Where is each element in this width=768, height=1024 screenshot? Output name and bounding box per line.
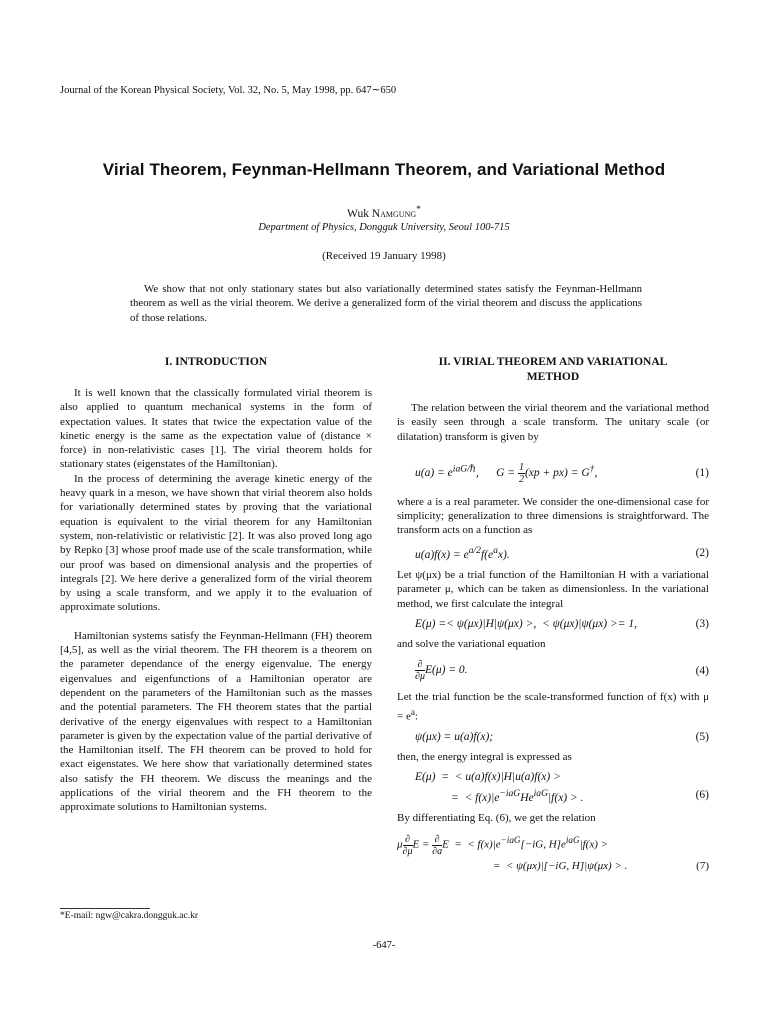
virial-paragraph-2: where a is a real parameter. We consider the one-dimensional case for simplicity; generalization to three dimensions is straightforward. The transform acts on a function as — [397, 495, 709, 537]
eq1-part-c: (xp + px) = G — [524, 467, 590, 480]
abstract: We show that not only stationary states but also variationally determined states satisfy the Feynman-Hellmann theorem as well as the virial theorem. We derive a generalized form of the virial theorem and discuss the applications of those relations. — [130, 283, 642, 324]
eq6-line2-sup2: iaG — [533, 787, 549, 799]
eq6-line2-c: |f(x) > . — [548, 791, 584, 804]
affiliation: Department of Physics, Dongguk University, Seoul 100-715 — [258, 222, 510, 233]
p5-end: : — [414, 710, 418, 723]
eq1-part-d: , — [594, 467, 598, 480]
p5-text: Let the trial function be the scale-transformed function of f(x) with μ = e — [397, 691, 709, 723]
eq1-part-b: , G = — [475, 467, 518, 480]
footnote-email: *E-mail: ngw@cakra.dongguk.ac.kr — [60, 911, 199, 921]
author-last-name: Namgung — [371, 207, 417, 220]
intro-paragraph-3: Hamiltonian systems satisfy the Feynman-Hellmann (FH) theorem [4,5], as well as the virial theorem. The FH theorem is a theorem on the parameter dependance of the energy eigenvalue. The energy eigenvalues and eigenfunctions of a Hamiltonian operator are dependent on the parameters of the Hamiltonian such as the masses and the potential parameters. The FH theorem states that the partial derivative of the energy eigenvalues with respect to a Hamiltonian parameter is given by the expectation value of the partial derivative of the Hamiltonian itself. The FH theorem can be proved to hold for exact eigenstates. We here show that variationally determined states also satisfy the FH theorem. We discuss the meanings and the applications of the virial theorem and the FH theorem to the approximate solutions to Hamiltonian systems. — [60, 629, 372, 814]
virial-paragraph-4: and solve the variational equation — [397, 638, 546, 651]
virial-paragraph-3: Let ψ(μx) be a trial function of the Hamiltonian H with a variational parameter μ, which can be taken as dimensionless. In the variational method, we first calculate the integral — [397, 568, 709, 610]
intro-paragraph-1: It is well known that the classically formulated virial theorem is also applied to quantum mechanical systems in the form of expectation values. It states that twice the expectation value of the kinetic energy is the same as the expectation value of (distance × force) in non-relativistic cases [1]. The virial theorem holds for stationary states (eigenstates of the Hamiltonian). — [60, 387, 372, 471]
equation-4 — [397, 659, 709, 682]
paper-title: Virial Theorem, Feynman-Hellmann Theorem, and Variational Method — [102, 160, 666, 179]
equation-7-line-1 — [397, 833, 709, 857]
eq1-sup-c: † — [589, 463, 595, 475]
equation-number-5: (5) — [695, 730, 709, 743]
equation-6-line-2 — [397, 787, 709, 805]
eq2-sup-a: a/2 — [468, 544, 481, 556]
author-line — [0, 204, 768, 220]
section-heading-introduction: I. INTRODUCTION — [164, 356, 268, 368]
equation-number-1: (1) — [695, 467, 709, 480]
equation-number-3: (3) — [695, 617, 709, 630]
eq7-line1-sup1: −iaG — [500, 834, 521, 845]
eq6-line2-sup1: −iaG — [499, 787, 521, 799]
equation-1 — [397, 462, 709, 485]
eq7-line1-a: E = < f(x)|e — [442, 838, 501, 851]
equation-number-7: (7) — [696, 859, 709, 872]
eq2-part-c: x). — [497, 548, 510, 561]
equation-2 — [397, 544, 709, 562]
equation-6-line-1 — [397, 770, 709, 784]
eq1-part-a: u(a) = e — [415, 467, 453, 480]
eq2-sup-b: a — [493, 544, 498, 556]
eq7-mu: μ — [397, 838, 403, 851]
author-footnote-mark: * — [416, 204, 421, 215]
eq7-line2: = < ψ(μx)|[−iG, H]|ψ(μx) > . — [493, 859, 628, 872]
journal-citation: Journal of the Korean Physical Society, Vol. 32, No. 5, May 1998, pp. 647∼650 — [60, 85, 397, 96]
eq7-line1-b: [−iG, H]e — [520, 838, 566, 851]
equation-number-4: (4) — [695, 664, 709, 677]
eq2-part-a: u(a)f(x) = e — [415, 548, 469, 561]
eq7-line1-sup2: iaG — [565, 834, 580, 845]
virial-paragraph-1: The relation between the virial theorem and the variational method is easily seen through a scale transform. The unitary scale (or dilatation) transform is given by — [397, 402, 709, 443]
eq1-sup-a: iaG/ℏ — [452, 463, 476, 475]
eq6-line1: E(μ) = < u(a)f(x)|H|u(a)f(x) > — [415, 771, 561, 784]
intro-paragraph-2: In the process of determining the average kinetic energy of the heavy quark in a meson, we have shown that virial theorem also holds for variationally determined states by proving that the variational equation is equivalent to the virial theorem for any Hamiltonian system, non-relativistic or relativistic [2]. It was also proved long ago by Repko [3] whose proof made use of the scale transformation, while our proof was based on dimensional analysis and the properties of integrals [2]. We here derive a generalized form of the virial theorem by using a scale transform, and we apply it to the evaluation of approximate solutions. — [60, 472, 372, 614]
virial-paragraph-6: then, the energy integral is expressed as — [397, 750, 572, 763]
equation-number-2: (2) — [695, 546, 709, 559]
virial-paragraph-7: By differentiating Eq. (6), we get the relation — [397, 811, 596, 824]
eq4-partial-fraction: $\frac{\partial}{\partial\mu}$ — [415, 659, 425, 683]
eq7-mid: E = — [412, 838, 433, 851]
received-date: (Received 19 January 1998) — [322, 250, 446, 262]
footnote-rule — [60, 908, 150, 909]
eq6-line2-a: = < f(x)|e — [451, 791, 500, 804]
eq1-half-fraction: $\frac{1}{2}$ — [518, 461, 524, 485]
right-column — [397, 355, 709, 873]
section-heading-virial-line2: METHOD — [526, 371, 580, 383]
eq5-body: ψ(μx) = u(a)f(x); — [415, 730, 494, 743]
equation-3 — [397, 617, 709, 631]
eq7-fraction-mu: $\frac{\partial}{\partial\mu}$ — [402, 833, 413, 857]
author-first-name: Wuk — [347, 207, 372, 220]
section-heading-virial-line1: II. VIRIAL THEOREM AND VARIATIONAL — [438, 356, 668, 368]
eq3-body: E(μ) =< ψ(μx)|H|ψ(μx) >, < ψ(μx)|ψ(μx) >= 1, — [415, 617, 638, 630]
equation-number-6: (6) — [695, 789, 709, 802]
eq4-body: E(μ) = 0. — [424, 664, 468, 677]
virial-paragraph-5 — [397, 690, 709, 723]
equation-5 — [397, 730, 709, 744]
section-heading-virial — [397, 355, 709, 385]
equation-7-line-2 — [397, 859, 709, 873]
eq6-line2-b: He — [520, 791, 534, 804]
eq7-line1-c: |f(x) > — [579, 838, 609, 851]
eq7-fraction-a: $\frac{\partial}{\partial a}$ — [432, 833, 443, 857]
eq2-part-b: f(e — [480, 548, 494, 561]
page-number: -647- — [372, 940, 396, 951]
p5-sup: a — [410, 706, 415, 717]
left-column — [60, 355, 372, 815]
